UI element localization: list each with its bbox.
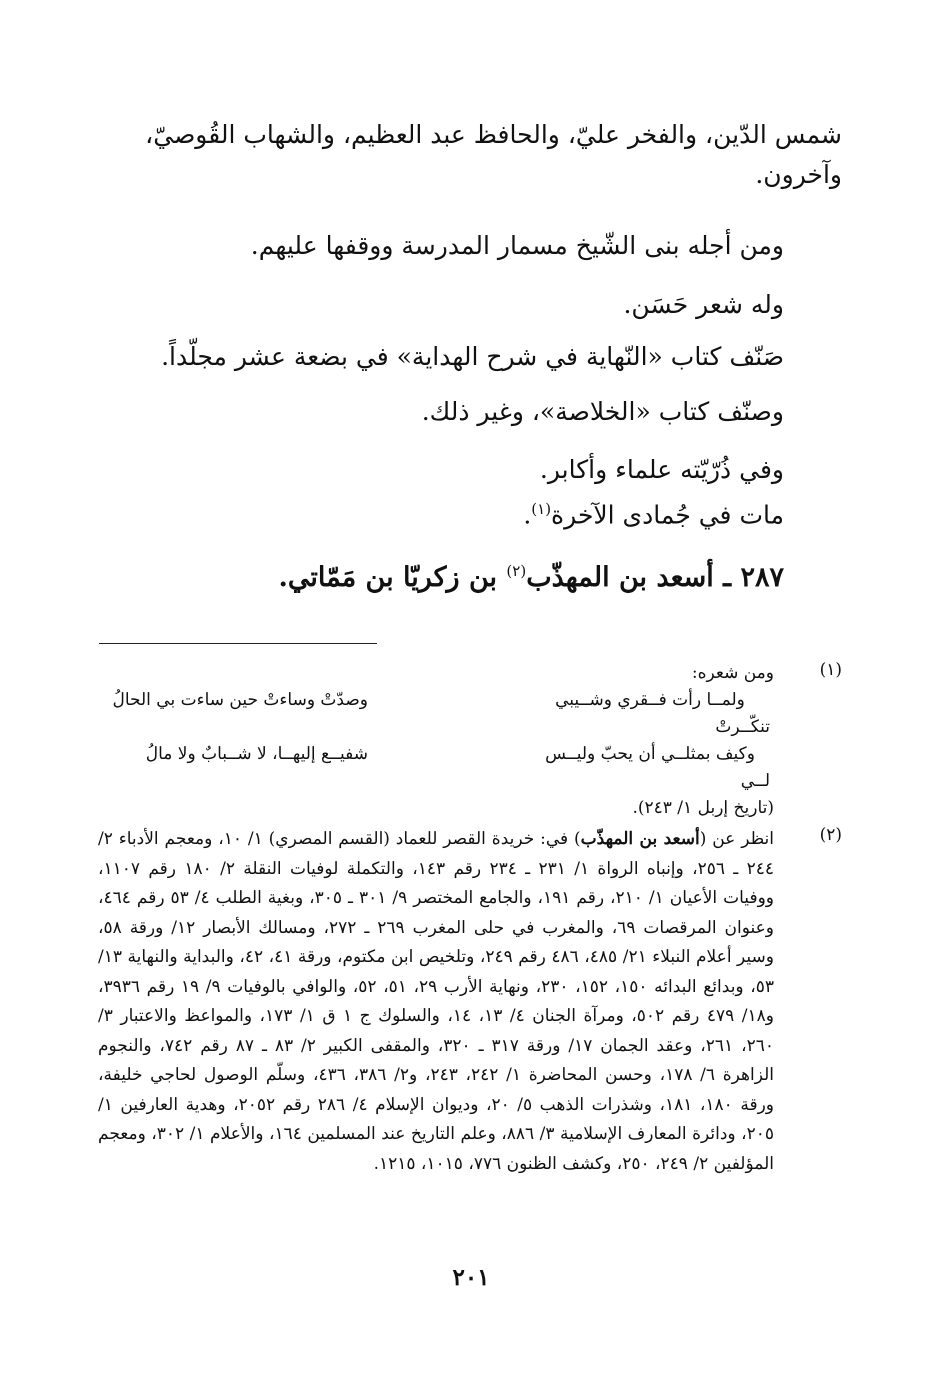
paragraph: ومن أجله بنى الشّيخ مسمار المدرسة ووقفها عليهم. <box>250 231 784 260</box>
footnote-source: (تاريخ إربل ١/ ٢٤٣). <box>632 798 774 818</box>
footnote-ref[interactable]: (١) <box>531 500 552 518</box>
footnote-subject-name: أسعد بن المهذّب <box>580 829 700 849</box>
footnote-body <box>98 660 774 822</box>
footnote-references: ) في: خريدة القصر للعماد (القسم المصري) ١/ ١٠، ومعجم الأدباء ٢/ ٢٤٤ ـ ٢٥٦، وإنباه الرواة ١/ ٢٣١ ـ ٢٣٤ رقم ١٤٣، والتكملة لوفيات النقلة ٢/ ١٨٠ رقم ١١٠٧، ووفيات الأعيان ١/ ٢١٠، رقم ١٩١، والجامع المختصر ٩/ ٣٠١ ـ ٣٠٥، وبغية الطلب ٤/ ٥٣ رقم ٤٦٤، وعنوان المرقصات ٦٩، والمغرب في حلى المغرب ٢٦٩ ـ ٢٧٢، ومسالك الأبصار ١٢/ ورقة ٥٨، وسير أعلام النبلاء ٢١/ ٤٨٥، ٤٨٦ رقم ٢٤٩، وتلخيص ابن مكتوم، ورقة ٤١، ٤٢، والبداية والنهاية ١٣/ ٥٣، وبدائع البدائه ١٥٠، ١٥٢، ٢٣٠، ونهاية الأرب ٢٩، ٥١، ٥٢، والوافي بالوفيات ٩/ ١٩ رقم ٣٩٣٦، و١٨/ ٤٧٩ رقم ٥٠٢، ومرآة الجنان ٤/ ١٣، ١٤، والسلوك ج ١ ق ١/ ١٧٣، والمواعظ والاعتبار ٣/ ٢٦٠، ٢٦١، وعقد الجمان ١٧/ ورقة ٣١٧ ـ ٣٢٠، والمقفى الكبير ٢/ ٨٣ ـ ٨٧ رقم ٧٤٢، والنجوم الزاهرة ٦/ ١٧٨، وحسن المحاضرة ١/ ٢٤٢، ٢٤٣، و٢/ ٣٨٦، ٤٣٦، وسلّم الوصول لحاجي خليفة، ورقة ١٨٠، ١٨١، وشذرات الذهب ٥/ ٢٠، وديوان الإسلام ٤/ ٢٨٦ رقم ٢٠٥٢، وهدية العارفين ١/ ٢٠٥، ودائرة المعارف الإسلامية ٣/ ٨٨٦، وعلم التاريخ عند المسلمين ١٦٤، والأعلام ١/ ٣٠٢، ومعجم المؤلفين ٢/ ٢٤٩، ٢٥٠، وكشف الظنون ٧٧٦، ١٠١٥، ١٢١٥. <box>98 829 775 1174</box>
verse-hemistich: شفيــع إليهــا، لا شــبابٌ ولا مالُ <box>145 744 368 764</box>
footnote-1 <box>98 660 842 822</box>
paragraph-end: . <box>523 500 532 530</box>
footnote-separator <box>99 643 377 644</box>
footnote-2 <box>98 825 842 1179</box>
footnote-number: (٢) <box>819 825 842 845</box>
paragraph <box>523 500 784 529</box>
verse-hemistich: وصدّتْ وساءتْ حين ساءت بي الحالُ <box>112 690 368 710</box>
verse-hemistich: وكيف بمثلــي أن يحبّ وليــس لــي <box>545 744 770 791</box>
verse-hemistich: ولمــا رأت فــقري وشــيبي تنكّــرتْ <box>555 690 770 737</box>
footnote-intro: ومن شعره: <box>691 663 774 683</box>
paragraph: وله شعر حَسَن. <box>623 290 784 319</box>
paragraph: صَنّف كتاب «النّهاية في شرح الهداية» في بضعة عشر مجلّداً. <box>161 342 784 371</box>
paragraph: وصنّف كتاب «الخلاصة»، وغير ذلك. <box>421 397 784 426</box>
footnote-body <box>98 825 774 1179</box>
footnote-number: (١) <box>819 660 842 680</box>
footnotes <box>98 660 842 1179</box>
verse-line <box>98 687 774 741</box>
entry-title <box>278 562 784 593</box>
footnote-ref[interactable]: (٢) <box>506 562 527 580</box>
entry-title-a: ٢٨٧ ـ أسعد بن المهذّب <box>526 562 784 593</box>
entry-title-b: بن زكريّا بن مَمّاتي. <box>278 562 507 593</box>
paragraph-line: وآخرون. <box>755 160 842 189</box>
page-number: ٢٠١ <box>452 1264 490 1291</box>
verse-line <box>98 741 774 795</box>
paragraph-text: مات في جُمادى الآخرة <box>551 500 784 530</box>
paragraph-line: شمس الدّين، والفخر عليّ، والحافظ عبد العظيم، والشهاب القُوصيّ، <box>145 120 842 149</box>
paragraph: وفي ذُرّيّته علماء وأكابر. <box>539 455 784 484</box>
footnote-lead: انظر عن ( <box>699 829 774 849</box>
